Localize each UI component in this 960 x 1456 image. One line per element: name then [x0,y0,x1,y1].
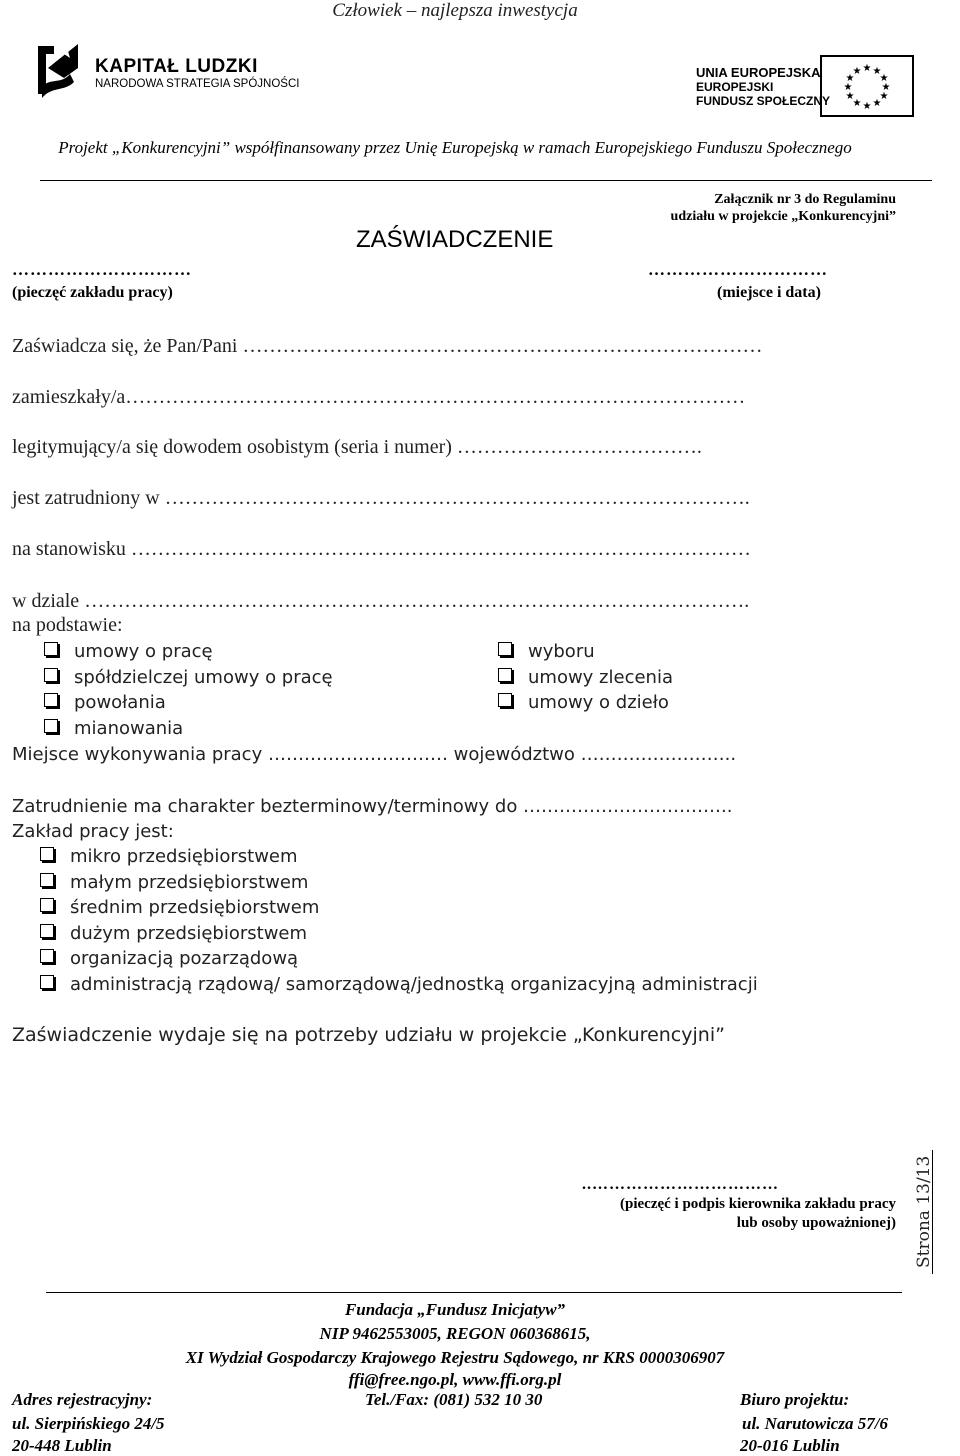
employment-line: Zatrudnienie ma charakter bezterminowy/terminowy do …………………………….. [12,796,733,817]
basis-option[interactable] [498,692,669,713]
svg-text:★: ★ [872,98,882,109]
svg-text:★: ★ [862,63,872,74]
project-line: Projekt „Konkurencyjni” współfinansowany przez Unię Europejską w ramach Europejskiego Funduszu Społecznego [58,138,852,157]
svg-text:★: ★ [879,91,889,102]
svg-text:★: ★ [852,66,862,77]
basis-option[interactable] [44,667,333,688]
position-field: na stanowisku ………………………………………………………………………………… [12,538,751,560]
option-label: mikro przedsiębiorstwem [70,846,298,867]
annex-note [671,191,896,225]
footer-office-label: Biuro projektu: [740,1390,850,1409]
basis-label: na podstawie: [12,614,123,636]
footer-reg-street: ul. Sierpińskiego 24/5 [12,1414,165,1433]
footer-org-name: Fundacja „Fundusz Inicjatyw” [344,1300,566,1319]
footer-nip: NIP 9462553005, REGON 060368615, [319,1324,591,1343]
option-label: małym przedsiębiorstwem [70,872,309,893]
svg-text:★: ★ [852,98,862,109]
eu-flag-icon [820,55,914,117]
kl-title: KAPITAŁ LUDZKI [95,56,258,77]
checkbox-icon[interactable] [44,642,58,656]
header-divider [40,180,932,181]
company-option[interactable] [40,872,308,893]
option-label: powołania [74,692,166,713]
checkbox-icon[interactable] [498,668,512,682]
option-label: mianowania [74,718,184,739]
svg-text:★: ★ [879,73,889,84]
checkbox-icon[interactable] [44,693,58,707]
svg-text:★: ★ [872,66,882,77]
document-title: ZAŚWIADCZENIE [356,226,554,253]
option-label: umowy zlecenia [528,667,673,688]
resident-field: zamieszkały/a………………………………………………………………………………… [12,386,746,408]
stamp-caption: (pieczęć zakładu pracy) [12,284,173,301]
checkbox-icon[interactable] [40,949,54,963]
option-label: spółdzielczej umowy o pracę [74,667,333,688]
checkbox-icon[interactable] [40,975,54,989]
company-option[interactable] [40,897,319,918]
kl-subtitle: NARODOWA STRATEGIA SPÓJNOŚCI [95,78,300,90]
place-dots: ………………………… [648,260,828,279]
purpose-line: Zaświadczenie wydaje się na potrzeby udziału w projekcie „Konkurencyjni” [12,1024,725,1046]
option-label: umowy o dzieło [528,692,669,713]
basis-option[interactable] [44,692,166,713]
checkbox-icon[interactable] [40,873,54,887]
option-label: administracją rządową/ samorządową/jednostką organizacyjną administracji [70,974,758,995]
svg-text:★: ★ [845,91,855,102]
signature-dots: ..…………………………… [582,1176,779,1193]
checkbox-icon[interactable] [498,642,512,656]
page-number-rule [932,1150,933,1274]
employed-field: jest zatrudniony w ……………………………………………………………………………. [12,487,750,509]
company-option[interactable] [40,846,298,867]
footer-phone: Tel./Fax: (081) 532 10 30 [365,1390,543,1409]
footer-reg-city: 20-448 Lublin [12,1436,112,1455]
ue-line3: FUNDUSZ SPOŁECZNY [696,94,831,108]
signature-caption-line2: lub osoby upoważnionej) [736,1215,896,1231]
annex-line2: udziału w projekcie „Konkurencyjni” [670,209,896,224]
eu-text-block [696,66,830,108]
footer-contact: ffi@free.ngo.pl, www.ffi.org.pl [348,1370,562,1389]
footer-divider [46,1292,902,1293]
ue-line1: UNIA EUROPEJSKA [696,65,821,80]
option-label: organizacją pozarządową [70,948,299,969]
place-caption: (miejsce i data) [717,284,821,301]
footer-office-city: 20-016 Lublin [740,1436,840,1455]
signature-caption [620,1195,896,1233]
page-number: Strona 13/13 [914,1155,934,1268]
basis-option[interactable] [44,641,213,662]
tagline: Człowiek – najlepsza inwestycja [332,0,578,21]
signature-caption-line1: (pieczęć i podpis kierownika zakładu pracy [620,1196,896,1212]
option-label: dużym przedsiębiorstwem [70,923,308,944]
svg-text:★: ★ [862,101,872,112]
option-label: średnim przedsiębiorstwem [70,897,320,918]
footer-reg-label: Adres rejestracyjny: [12,1390,153,1409]
checkbox-icon[interactable] [498,693,512,707]
certify-field: Zaświadcza się, że Pan/Pani …………………………………………………………………… [12,335,763,357]
basis-option[interactable] [498,641,595,662]
checkbox-icon[interactable] [40,847,54,861]
footer-office-street: ul. Narutowicza 57/6 [742,1414,888,1433]
company-option[interactable] [40,948,298,969]
checkbox-icon[interactable] [44,719,58,733]
company-option[interactable] [40,923,307,944]
department-field: w dziale ………………………………………………………………………………………. [12,590,750,612]
stamp-dots: ………………………… [12,260,192,279]
svg-text:★: ★ [843,82,853,93]
checkbox-icon[interactable] [40,898,54,912]
option-label: wyboru [528,641,595,662]
id-card-field: legitymujący/a się dowodem osobistym (seria i numer) ………………………………. [12,436,702,458]
checkbox-icon[interactable] [40,924,54,938]
ue-line2: EUROPEJSKI [696,80,774,94]
kapital-ludzki-logo-icon [34,38,82,102]
option-label: umowy o pracę [74,641,213,662]
svg-text:★: ★ [881,82,891,93]
basis-option[interactable] [498,667,673,688]
basis-option[interactable] [44,718,183,739]
annex-line1: Załącznik nr 3 do Regulaminu [714,192,896,207]
workplace-line: Miejsce wykonywania pracy ………………………… województwo …………………….. [12,744,737,765]
company-label: Zakład pracy jest: [12,821,174,842]
company-option[interactable] [40,974,758,995]
svg-text:★: ★ [845,73,855,84]
checkbox-icon[interactable] [44,668,58,682]
footer-krs: XI Wydział Gospodarczy Krajowego Rejestru Sądowego, nr KRS 0000306907 [185,1348,725,1367]
